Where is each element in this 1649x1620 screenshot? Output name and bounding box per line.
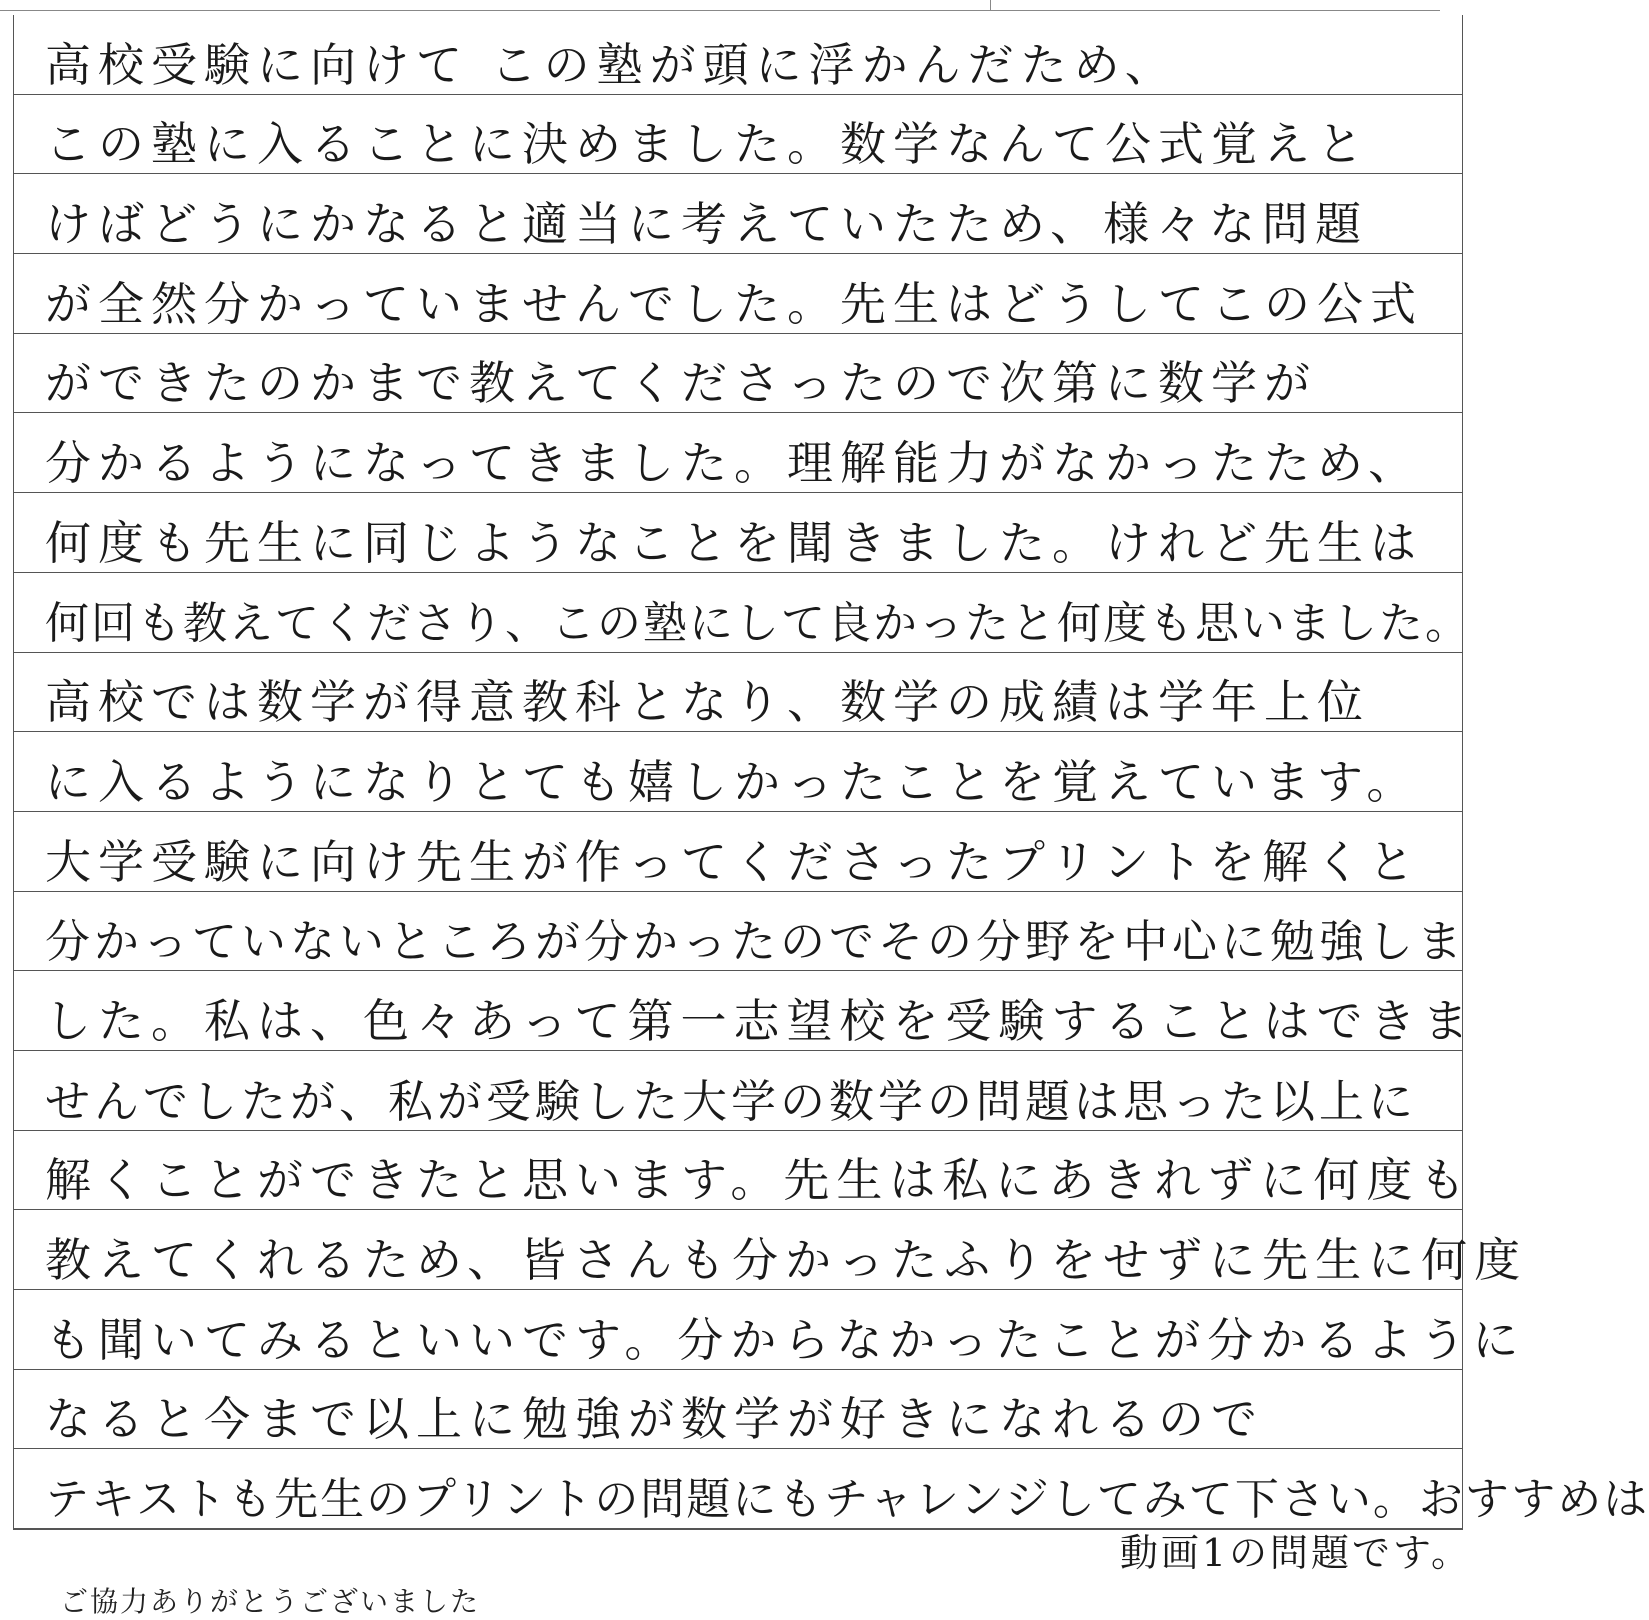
text-line-12: 分かっていないところが分かったのでその分野を中心に勉強しま xyxy=(13,892,1463,972)
closing-line: 動画1の問題です。 xyxy=(1119,1531,1472,1575)
text-line-17: も聞いてみるといいです。分からなかったことが分かるように xyxy=(13,1290,1463,1370)
footnote: ご協力ありがとうございました xyxy=(60,1585,481,1618)
text-line-7: 何度も先生に同じようなことを聞きました。けれど先生は xyxy=(13,493,1463,573)
text-line-4: が全然分かっていませんでした。先生はどうしてこの公式 xyxy=(13,254,1463,334)
text-line-9: 高校では数学が得意教科となり、数学の成績は学年上位 xyxy=(13,653,1463,733)
text-line-3: けばどうにかなると適当に考えていたため、様々な問題 xyxy=(13,174,1463,254)
text-line-6: 分かるようになってきました。理解能力がなかったため、 xyxy=(13,413,1463,493)
text-line-16: 教えてくれるため、皆さんも分かったふりをせずに先生に何度 xyxy=(13,1210,1463,1290)
ruled-lines xyxy=(13,15,1649,1529)
text-line-5: ができたのかまで教えてくださったので次第に数学が xyxy=(13,334,1463,414)
text-line-19: テキストも先生のプリントの問題にもチャレンジしてみて下さい。おすすめは xyxy=(13,1449,1463,1529)
text-line-10: に入るようになりとても嬉しかったことを覚えています。 xyxy=(13,732,1463,812)
text-line-13: した。私は、色々あって第一志望校を受験することはできま xyxy=(13,971,1463,1051)
text-line-18: なると今まで以上に勉強が数学が好きになれるので xyxy=(13,1370,1463,1450)
top-tick xyxy=(990,0,991,10)
text-line-14: せんでしたが、私が受験した大学の数学の問題は思った以上に xyxy=(13,1051,1463,1131)
top-rule xyxy=(0,10,1440,11)
text-line-2: この塾に入ることに決めました。数学なんて公式覚えと xyxy=(13,95,1463,175)
text-line-8: 何回も教えてくださり、この塾にして良かったと何度も思いました。 xyxy=(13,573,1463,653)
text-line-11: 大学受験に向け先生が作ってくださったプリントを解くと xyxy=(13,812,1463,892)
text-line-15: 解くことができたと思います。先生は私にあきれずに何度も xyxy=(13,1131,1463,1211)
text-line-1: 高校受験に向けて この塾が頭に浮かんだため、 xyxy=(13,15,1463,95)
